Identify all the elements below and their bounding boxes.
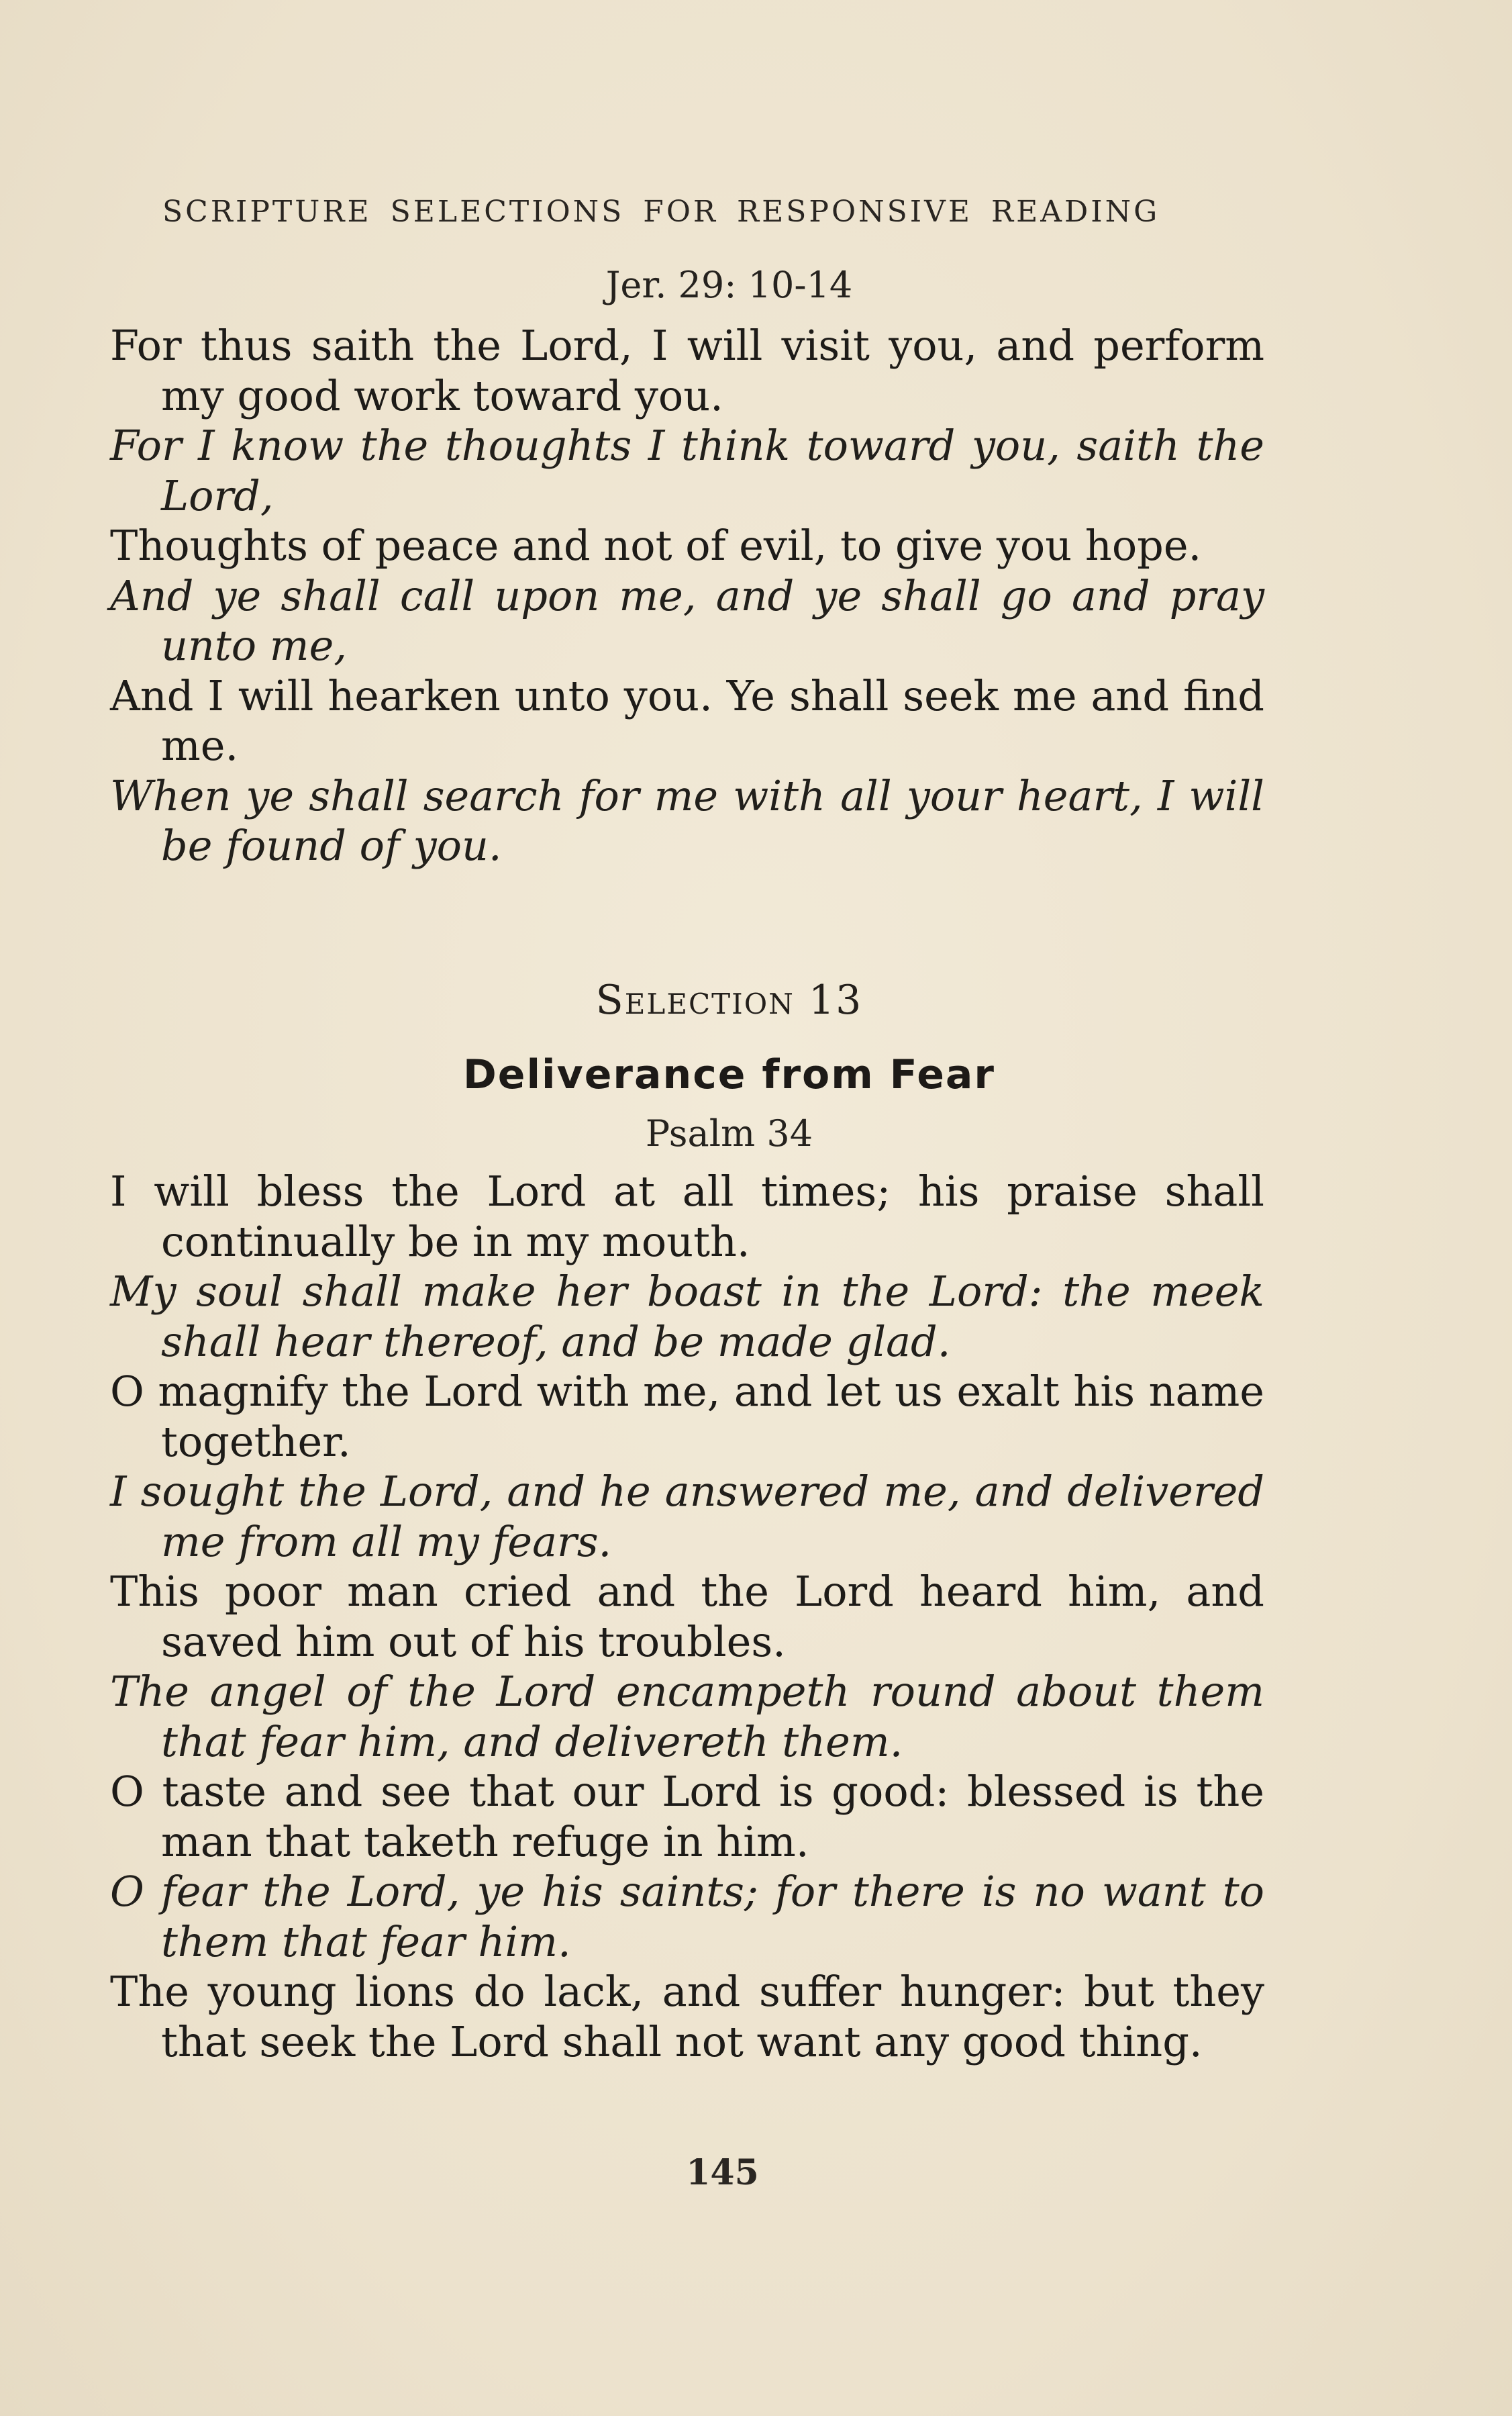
responsive-reading-passage: [110, 321, 1264, 871]
passage-reference: Psalm 34: [645, 1112, 813, 1155]
selection-title: Deliverance from Fear: [462, 1051, 996, 1098]
verse-leader: For thus saith the Lord, I will visit you, and perform my good work toward you.: [110, 321, 1264, 420]
verse-leader: O taste and see that our Lord is good: blessed is the man that taketh refuge in him.: [110, 1767, 1264, 1866]
page-number: 145: [686, 2152, 759, 2193]
responsive-reading-passage: [110, 1167, 1264, 2067]
running-header: SCRIPTURE SELECTIONS FOR RESPONSIVE READING: [162, 195, 1160, 229]
verse-response: For I know the thoughts I think toward you, saith the Lord,: [110, 421, 1264, 520]
verse-response: I sought the Lord, and he answered me, and delivered me from all my fears.: [110, 1467, 1264, 1566]
verse-response: My soul shall make her boast in the Lord: the meek shall hear thereof, and be made glad.: [110, 1267, 1264, 1366]
passage-reference: Jer. 29: 10-14: [605, 264, 853, 306]
selection-number: Selection 13: [595, 977, 863, 1024]
verse-leader: This poor man cried and the Lord heard him, and saved him out of his troubles.: [110, 1567, 1264, 1666]
verse-leader: Thoughts of peace and not of evil, to give you hope.: [110, 521, 1202, 570]
verse-response: And ye shall call upon me, and ye shall go and pray unto me,: [110, 571, 1264, 670]
verse-leader: And I will hearken unto you. Ye shall seek me and find me.: [110, 671, 1264, 770]
verse-leader: The young lions do lack, and suffer hunger: but they that seek the Lord shall not want any good thing.: [110, 1967, 1264, 2066]
verse-leader: I will bless the Lord at all times; his praise shall continually be in my mouth.: [110, 1167, 1264, 1266]
verse-response: O fear the Lord, ye his saints; for there is no want to them that fear him.: [110, 1867, 1264, 1966]
verse-response: The angel of the Lord encampeth round about them that fear him, and delivereth them.: [110, 1667, 1264, 1766]
verse-response: When ye shall search for me with all your heart, I will be found of you.: [110, 771, 1264, 870]
verse-leader: O magnify the Lord with me, and let us exalt his name together.: [110, 1367, 1264, 1466]
